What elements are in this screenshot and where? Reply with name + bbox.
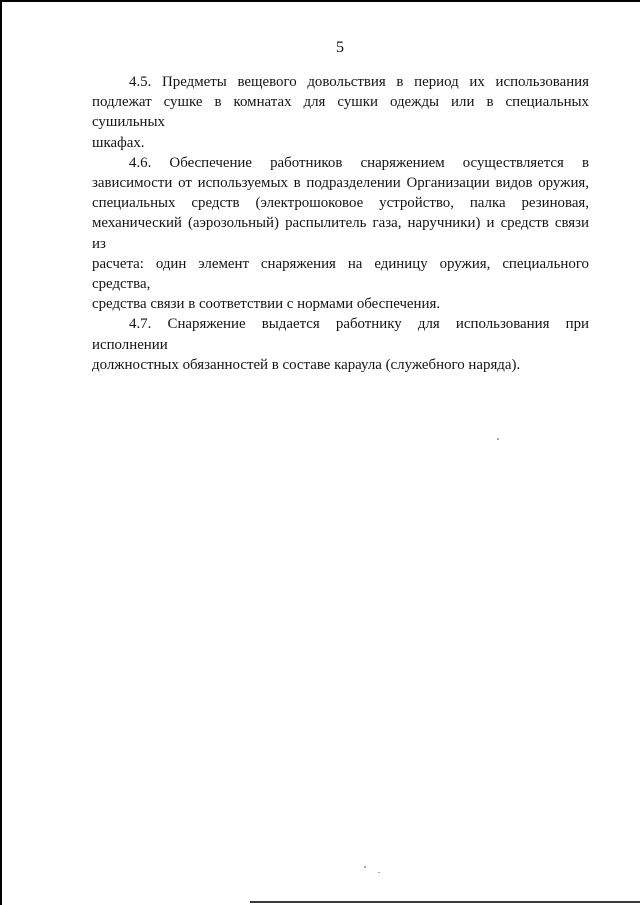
paragraph-line: 4.7. Снаряжение выдается работнику для использования при исполнении [92,316,589,353]
scan-border-bottom [250,901,640,903]
scan-speck [378,872,380,873]
scan-border-left [0,0,2,905]
document-body [92,72,589,375]
paragraph-line: 4.6. Обеспечение работников снаряжением осуществляется в [129,154,589,171]
paragraph-4-5 [92,72,589,153]
paragraph-line: средства связи в соответствии с нормами обеспечения. [92,296,441,313]
paragraph-line: специальных средств (электрошоковое устройство, палка резиновая, [92,195,589,212]
page-number: 5 [336,39,344,56]
scan-speck [364,866,366,868]
paragraph-line: расчета: один элемент снаряжения на единицу оружия, специального средства, [92,255,589,293]
paragraph-line: должностных обязанностей в составе караула (служебного наряда). [92,356,521,373]
paragraph-4-6 [92,153,589,315]
scan-border-top [0,0,640,2]
paragraph-line: 4.5. Предметы вещевого довольствия в период их использования [129,74,589,90]
paragraph-line: зависимости от используемых в подразделении Организации видов оружия, [92,175,589,192]
paragraph-line: подлежат сушке в комнатах для сушки одежды или в специальных сушильных [92,94,589,131]
scan-speck [497,438,499,440]
paragraph-line: шкафах. [92,134,145,151]
paragraph-line: механический (аэрозольный) распылитель газа, наручники) и средств связи из [92,215,589,252]
paragraph-4-7 [92,314,589,375]
